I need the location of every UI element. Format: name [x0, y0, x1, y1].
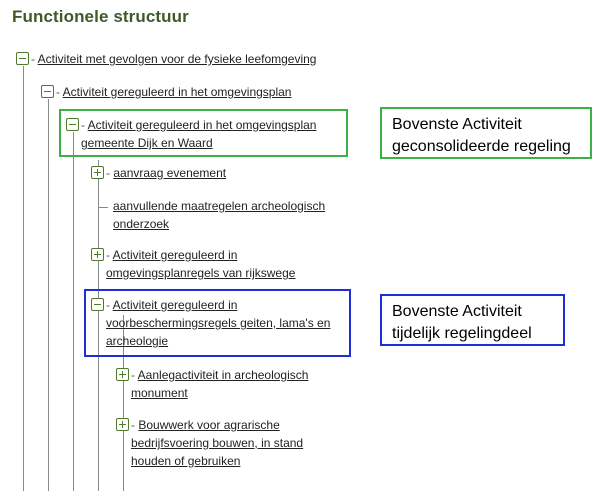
- tree-node-label[interactable]: - Activiteit gereguleerd in het omgevingsplan: [56, 85, 292, 99]
- page-title: Functionele structuur: [12, 7, 189, 26]
- expand-plus-icon[interactable]: [116, 418, 129, 431]
- tree-node-label[interactable]: - Activiteit met gevolgen voor de fysieke leefomgeving: [31, 52, 317, 66]
- green-highlight-frame: [59, 109, 348, 157]
- expand-plus-icon[interactable]: [91, 166, 104, 179]
- tree-node-link[interactable]: Bouwwerk voor agrarische bedrijfsvoering bouwen, in stand houden of gebruiken: [131, 418, 304, 468]
- tree-node-link[interactable]: Activiteit gereguleerd in het omgevingsplan: [62, 85, 292, 99]
- tree-node-label[interactable]: - Activiteit gereguleerd in het omgevingsplan gemeente Dijk en Waard: [81, 118, 317, 150]
- tree-node-link[interactable]: Activiteit gereguleerd in omgevingsplanregels van rijkswege: [106, 248, 296, 280]
- annotation-green: [380, 107, 592, 159]
- annotation-blue: [380, 294, 565, 346]
- tree-node-link[interactable]: Activiteit met gevolgen voor de fysieke leefomgeving: [37, 52, 317, 66]
- tree-guide-line: [48, 99, 49, 491]
- tree-node-label[interactable]: - Aanlegactiviteit in archeologisch monument: [131, 368, 309, 400]
- tree-guide-line: [23, 66, 24, 491]
- tree-node-label[interactable]: - Activiteit gereguleerd in voorbeschermingsregels geiten, lama's en archeologie: [106, 298, 331, 348]
- tree-node-link[interactable]: Activiteit gereguleerd in het omgevingsplan gemeente Dijk en Waard: [81, 118, 317, 150]
- expand-plus-icon[interactable]: [91, 248, 104, 261]
- annotation-line: tijdelijk regelingdeel: [392, 325, 532, 342]
- expand-plus-icon[interactable]: [116, 368, 129, 381]
- tree-branch-line: [98, 207, 108, 208]
- tree-node-link[interactable]: aanvullende maatregelen archeologisch onderzoek: [113, 199, 326, 231]
- annotation-line: Bovenste Activiteit: [392, 116, 522, 133]
- annotation-line: Bovenste Activiteit: [392, 303, 522, 320]
- tree-node-link[interactable]: Activiteit gereguleerd in voorbeschermingsregels geiten, lama's en archeologie: [106, 298, 331, 348]
- tree-node-label[interactable]: [113, 197, 325, 233]
- tree-guide-line: [73, 132, 74, 491]
- tree-node-link[interactable]: aanvraag evenement: [113, 166, 227, 180]
- blue-highlight-frame: [84, 289, 351, 357]
- tree-node-label[interactable]: - Activiteit gereguleerd in omgevingsplanregels van rijkswege: [106, 248, 296, 280]
- tree-node-label[interactable]: - aanvraag evenement: [106, 166, 227, 180]
- tree-node-link[interactable]: Aanlegactiviteit in archeologisch monument: [131, 368, 309, 400]
- collapse-minus-icon[interactable]: [16, 52, 29, 65]
- collapse-minus-icon[interactable]: [41, 85, 54, 98]
- annotation-line: geconsolideerde regeling: [392, 138, 571, 155]
- tree-node-label[interactable]: - Bouwwerk voor agrarische bedrijfsvoering bouwen, in stand houden of gebruiken: [131, 418, 304, 468]
